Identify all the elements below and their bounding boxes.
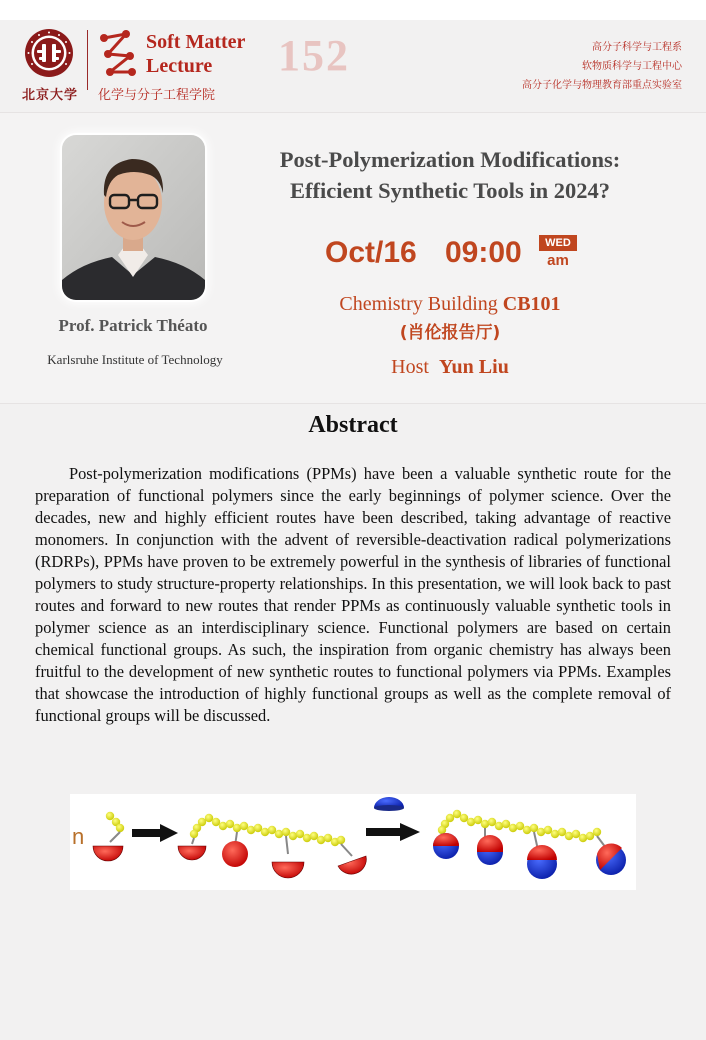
abstract-heading: Abstract [308, 412, 398, 438]
monomer-count-label: n [72, 824, 85, 849]
reactive-polymer-icon [178, 814, 366, 878]
molecule-logo-icon [96, 28, 140, 78]
host [280, 356, 620, 379]
talk-date: Oct/16 [325, 236, 417, 269]
reaction-arrow-icon [132, 824, 178, 842]
functionalized-polymer-icon [433, 810, 626, 879]
university-name: 北京大学 [22, 88, 79, 103]
time-period: am [547, 252, 569, 269]
talk-time: 09:00 [445, 236, 522, 269]
department-line: 软物质科学与工程中心 [582, 61, 682, 72]
speaker-affiliation: Karlsruhe Institute of Technology [47, 352, 223, 367]
top-strip [0, 0, 706, 20]
venue-building: Chemistry Building [339, 293, 503, 315]
header [0, 20, 706, 110]
lecture-number: 152 [278, 31, 350, 80]
venue [280, 293, 620, 316]
reaction-scheme-figure [70, 794, 636, 890]
venue-hall-name: (肖伦报告厅) [399, 323, 501, 343]
department-line: 高分子科学与工程系 [592, 42, 682, 53]
department-line: 高分子化学与物理教育部重点实验室 [522, 80, 682, 91]
peking-university-seal-icon [24, 28, 74, 78]
reagent-icon [374, 797, 404, 811]
speaker-name: Prof. Patrick Théato [58, 316, 208, 335]
abstract-body: Post-polymerization modifications (PPMs) have been a valuable synthetic route for the preparation of functional polymers since the early beginnings of polymer science. Over the decades, new and highly efficient routes have been described, taking advantage of reactive monomers. In conjunction with the advent of reversible-deactivation radical polymerizations (RDRPs), PPMs have proven to be extremely powerful in the synthesis of libraries of functional polymers to study structure-property relationships. In this presentation, we will look back to past routes and forward to new routes that render PPMs as continuously valuable synthetic tools in polymer science as an interdisciplinary science. Functional polymers are based on certain chemical functional groups. As such, the inspiration from organic chemistry has always been fruitful to the development of new synthetic routes to functional polymers via PPMs. Examples that showcase the introduction of highly functional groups as well as the complete removal of functional groups will be discussed. [35, 464, 671, 725]
series-title-line1: Soft Matter [146, 31, 246, 53]
series-title-line2: Lecture [146, 55, 213, 77]
weekday-badge: WED [539, 235, 577, 251]
host-label: Host [391, 356, 429, 378]
host-name: Yun Liu [438, 356, 509, 378]
header-divider [87, 30, 88, 90]
talk-title: Post-Polymerization Modifications: Efficient Synthetic Tools in 2024? [279, 147, 621, 203]
monomer-icon [93, 812, 124, 861]
venue-room: CB101 [502, 293, 561, 315]
reaction-arrow-icon [366, 823, 420, 841]
speaker-photo [62, 135, 205, 300]
college-name: 化学与分子工程学院 [98, 88, 216, 103]
